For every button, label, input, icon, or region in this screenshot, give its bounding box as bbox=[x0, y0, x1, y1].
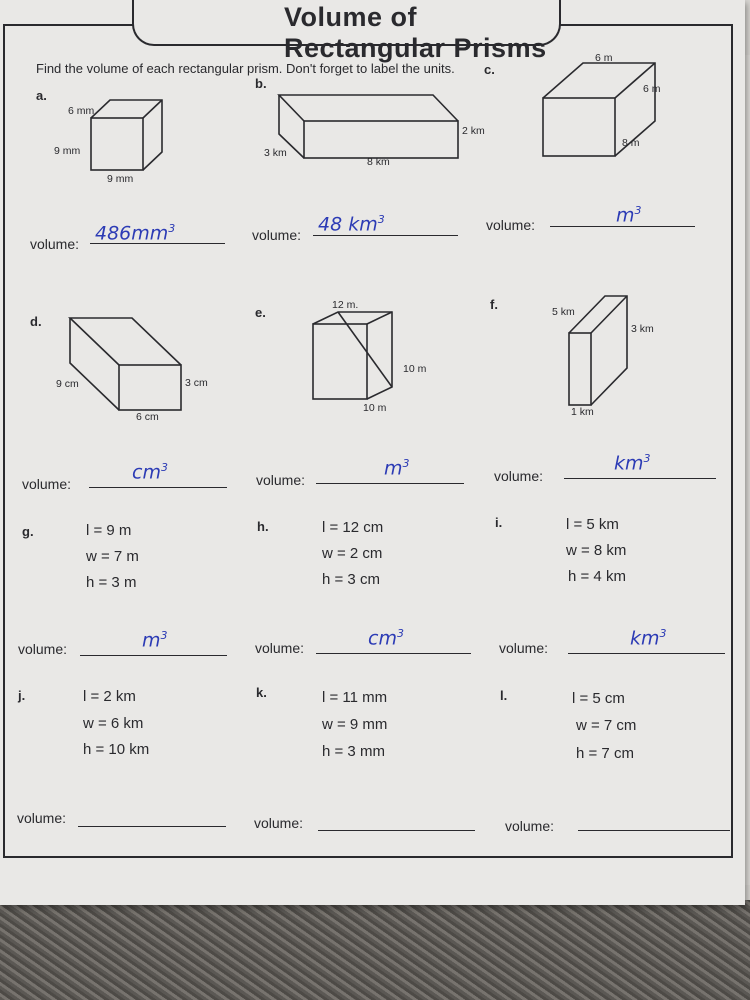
page-title: Volume of Rectangular Prisms bbox=[284, 2, 547, 63]
prism-f-box bbox=[569, 296, 627, 405]
prism-b-letter: b. bbox=[255, 76, 267, 91]
problem-l-volume-label: volume: bbox=[505, 818, 555, 834]
problem-k-volume-label: volume: bbox=[254, 815, 304, 831]
problem-j-length: l = 2 km bbox=[83, 688, 136, 705]
prism-c-dim-height: 6 m bbox=[643, 83, 661, 95]
prism-b-dim-length: 8 km bbox=[367, 156, 390, 168]
problem-g-letter: g. bbox=[22, 524, 34, 539]
problem-k-height: h = 3 mm bbox=[322, 743, 385, 760]
prism-e-answer-line[interactable] bbox=[316, 483, 464, 484]
prism-a-answer[interactable]: $486mm^3$ bbox=[95, 222, 176, 245]
prism-a-cube bbox=[91, 100, 162, 170]
problem-i-width: w = 8 km bbox=[566, 542, 627, 559]
prism-d-answer[interactable]: $cm^3$ bbox=[132, 461, 168, 484]
problem-k-length: l = 11 mm bbox=[322, 689, 388, 706]
problem-i-letter: i. bbox=[495, 515, 503, 530]
prism-f-dim-side: 3 km bbox=[631, 323, 654, 335]
prism-d-letter: d. bbox=[30, 314, 42, 329]
problem-j-width: w = 6 km bbox=[83, 715, 144, 732]
prism-c-answer[interactable]: $m^3$ bbox=[616, 204, 642, 227]
problem-l-letter: l. bbox=[500, 688, 508, 703]
problem-k-letter: k. bbox=[256, 685, 267, 700]
problem-l-length: l = 5 cm bbox=[572, 690, 625, 707]
problem-g-height: h = 3 m bbox=[86, 574, 137, 591]
prism-a-dim-length: 9 mm bbox=[107, 173, 134, 185]
prism-b-volume-label: volume: bbox=[252, 227, 302, 243]
problem-j-volume-label: volume: bbox=[17, 810, 67, 826]
prism-b-dim-height: 2 km bbox=[462, 125, 485, 137]
problem-h-width: w = 2 cm bbox=[322, 545, 383, 562]
problem-i-volume-label: volume: bbox=[499, 640, 549, 656]
prism-f-letter: f. bbox=[490, 297, 498, 312]
prism-e-dim-side: 10 m bbox=[403, 363, 427, 375]
prism-a-letter: a. bbox=[36, 88, 47, 103]
prism-e-letter: e. bbox=[255, 305, 266, 320]
problem-g-volume-label: volume: bbox=[18, 641, 68, 657]
problem-k-answer-line[interactable] bbox=[318, 830, 475, 831]
problem-g-answer-line[interactable] bbox=[80, 655, 227, 656]
problem-h-volume-label: volume: bbox=[255, 640, 305, 656]
prism-b-dim-width: 3 km bbox=[264, 147, 287, 159]
problem-k-width: w = 9 mm bbox=[322, 716, 388, 733]
prism-e-volume-label: volume: bbox=[256, 472, 306, 488]
prism-a-volume-label: volume: bbox=[30, 236, 80, 252]
prism-d-dim-length: 6 cm bbox=[136, 411, 159, 423]
problem-h-answer[interactable]: $cm^3$ bbox=[368, 627, 404, 650]
problem-g-length: l = 9 m bbox=[86, 522, 132, 539]
problem-h-letter: h. bbox=[257, 519, 269, 534]
prism-a-dim-depth: 6 mm bbox=[68, 105, 95, 117]
prism-c-dim-top: 6 m bbox=[595, 52, 613, 64]
prism-f-dim-bottom: 1 km bbox=[571, 406, 594, 418]
prism-c-volume-label: volume: bbox=[486, 217, 536, 233]
prism-d-answer-line[interactable] bbox=[89, 487, 227, 488]
prism-e-cube bbox=[313, 312, 392, 399]
prism-d-box bbox=[70, 318, 181, 410]
prism-b-box bbox=[279, 95, 458, 158]
problem-j-answer-line[interactable] bbox=[78, 826, 226, 827]
carpet-background bbox=[0, 900, 750, 1000]
problem-g-width: w = 7 m bbox=[86, 548, 139, 565]
prism-e-answer[interactable]: $m^3$ bbox=[384, 457, 410, 480]
prism-b-answer[interactable]: 48 $km^3$ bbox=[318, 213, 385, 236]
prism-f-answer[interactable]: $km^3$ bbox=[614, 452, 651, 475]
prism-c-letter: c. bbox=[484, 62, 495, 77]
problem-l-answer-line[interactable] bbox=[578, 830, 730, 831]
problem-l-height: h = 7 cm bbox=[576, 745, 634, 762]
problem-h-height: h = 3 cm bbox=[322, 571, 380, 588]
problem-j-height: h = 10 km bbox=[83, 741, 150, 758]
instructions: Find the volume of each rectangular prism. Don't forget to label the units. bbox=[36, 61, 455, 76]
problem-i-answer[interactable]: $km^3$ bbox=[630, 627, 667, 650]
problem-i-length: l = 5 km bbox=[566, 516, 619, 533]
prism-f-answer-line[interactable] bbox=[564, 478, 716, 479]
prism-c-dim-depth: 8 m bbox=[622, 137, 640, 149]
prism-e-dim-top: 12 m. bbox=[332, 299, 359, 311]
prism-d-dim-height: 3 cm bbox=[185, 377, 208, 389]
prism-d-volume-label: volume: bbox=[22, 476, 72, 492]
prism-a-dim-height: 9 mm bbox=[54, 145, 81, 157]
prism-d-dim-depth: 9 cm bbox=[56, 378, 79, 390]
problem-i-height: h = 4 km bbox=[568, 568, 626, 585]
problem-i-answer-line[interactable] bbox=[568, 653, 725, 654]
prism-e-dim-bottom: 10 m bbox=[363, 402, 387, 414]
problem-h-length: l = 12 cm bbox=[322, 519, 384, 536]
prism-f-volume-label: volume: bbox=[494, 468, 544, 484]
problem-g-answer[interactable]: $m^3$ bbox=[142, 629, 168, 652]
problem-j-letter: j. bbox=[18, 688, 26, 703]
prism-f-dim-top: 5 km bbox=[552, 306, 575, 318]
problem-h-answer-line[interactable] bbox=[316, 653, 471, 654]
problem-l-width: w = 7 cm bbox=[576, 717, 637, 734]
